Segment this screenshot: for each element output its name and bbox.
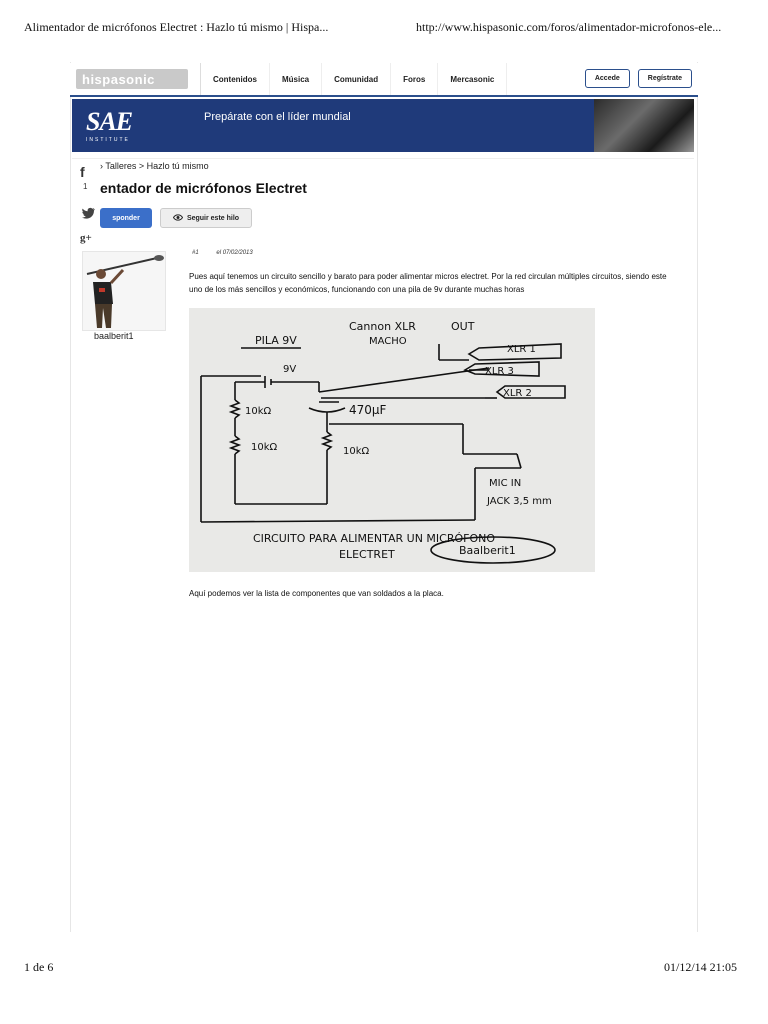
svg-text:10kΩ: 10kΩ: [245, 406, 272, 417]
svg-text:9V: 9V: [283, 364, 297, 375]
post-number[interactable]: #1: [192, 250, 199, 256]
avatar[interactable]: [82, 251, 166, 331]
nav-link-mercasonic[interactable]: Mercasonic: [438, 63, 507, 95]
svg-text:OUT: OUT: [451, 320, 475, 333]
facebook-count: 1: [83, 182, 88, 191]
nav-link-contenidos[interactable]: Contenidos: [201, 63, 270, 95]
svg-text:470µF: 470µF: [349, 403, 387, 417]
post-body-text: Pues aquí tenemos un circuito sencillo y barato para poder alimentar micros electret. Por la red circulan múltiples circuitos, siendo este uno de los más sencillos y económicos, funcionando con una pila de 9v durante muchas horas: [189, 272, 667, 294]
post-meta: [192, 250, 269, 256]
banner-photo: [594, 99, 694, 152]
print-footer-page: 1 de 6: [24, 960, 54, 974]
follow-thread-button[interactable]: [160, 208, 252, 228]
nav-link-comunidad[interactable]: Comunidad: [322, 63, 391, 95]
login-button[interactable]: Accede: [585, 69, 630, 88]
svg-text:Baalberit1: Baalberit1: [459, 544, 516, 557]
svg-text:XLR 2: XLR 2: [503, 388, 532, 399]
svg-text:JACK 3,5 mm: JACK 3,5 mm: [487, 496, 552, 507]
svg-text:XLR 1: XLR 1: [507, 344, 536, 355]
nav-link-foros[interactable]: Foros: [391, 63, 438, 95]
svg-text:PILA 9V: PILA 9V: [255, 334, 297, 347]
svg-text:MIC IN: MIC IN: [489, 478, 522, 489]
svg-text:10kΩ: 10kΩ: [343, 446, 370, 457]
banner-text: Prepárate con el líder mundial: [204, 111, 351, 123]
nav-links: [200, 63, 507, 95]
print-header-url: http://www.hispasonic.com/foros/alimentador-microfonos-ele...: [416, 20, 722, 34]
svg-text:ELECTRET: ELECTRET: [339, 548, 395, 561]
follow-thread-label: Seguir este hilo: [186, 214, 240, 222]
google-plus-icon[interactable]: g+: [80, 232, 92, 244]
print-footer-datetime: 01/12/14 21:05: [664, 960, 738, 974]
top-navigation: [70, 63, 698, 97]
hispasonic-logo[interactable]: hispasonic: [76, 69, 188, 89]
svg-text:10kΩ: 10kΩ: [251, 442, 278, 453]
sae-logo: SAE: [86, 107, 133, 136]
svg-text:MACHO: MACHO: [369, 336, 407, 347]
auth-buttons: [585, 69, 692, 88]
twitter-icon[interactable]: [82, 206, 96, 224]
register-button[interactable]: Regístrate: [638, 69, 692, 88]
post-body-text-2: Aquí podemos ver la lista de componentes que van soldados a la placa.: [189, 589, 444, 598]
facebook-icon[interactable]: f: [80, 164, 85, 180]
print-header-title: Alimentador de micrófonos Electret : Hazlo tú mismo | Hispa...: [24, 20, 329, 34]
reply-button[interactable]: sponder: [100, 208, 152, 228]
eye-icon: [173, 214, 183, 223]
breadcrumb[interactable]: › Talleres > Hazlo tú mismo: [100, 161, 209, 171]
svg-text:CIRCUITO PARA ALIMENTAR UN MIC: CIRCUITO PARA ALIMENTAR UN MICRÓFONO: [253, 532, 496, 545]
nav-link-musica[interactable]: Música: [270, 63, 322, 95]
sae-ad-banner[interactable]: [72, 99, 694, 152]
thread-title: entador de micrófonos Electret: [100, 180, 307, 196]
svg-text:XLR 3: XLR 3: [485, 366, 514, 377]
sae-logo-sub: INSTITUTE: [86, 137, 130, 143]
post-author-username[interactable]: baalberit1: [94, 331, 134, 341]
post-date: el 07/02/2013: [216, 250, 253, 256]
circuit-diagram-image[interactable]: [189, 308, 595, 572]
svg-text:Cannon XLR: Cannon XLR: [349, 320, 416, 333]
